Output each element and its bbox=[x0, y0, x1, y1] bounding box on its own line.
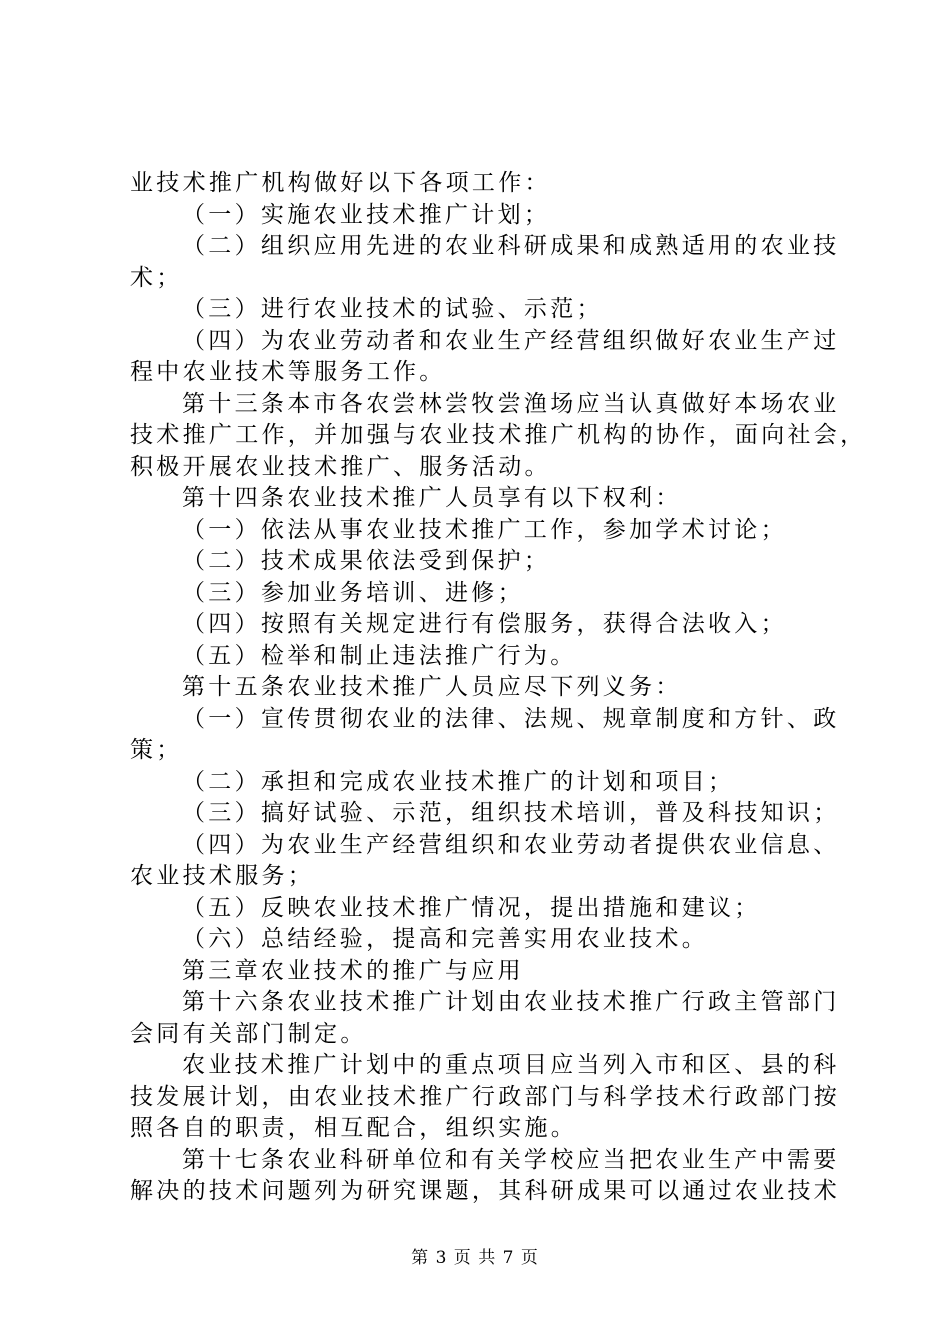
text-line: 技术推广工作，并加强与农业技术推广机构的协作，面向社会， bbox=[130, 422, 867, 448]
text-line: 第十七条农业科研单位和有关学校应当把农业生产中需要 bbox=[182, 1146, 840, 1173]
text-line: 积极开展农业技术推广、服务活动。 bbox=[130, 453, 551, 480]
text-line: （三）搞好试验、示范，组织技术培训，普及科技知识； bbox=[182, 800, 840, 826]
text-line: （六）总结经验，提高和完善实用农业技术。 bbox=[182, 926, 708, 952]
text-line: （二）承担和完成农业技术推广的计划和项目； bbox=[182, 768, 735, 795]
text-line: 照各自的职责，相互配合，组织实施。 bbox=[130, 1115, 578, 1141]
text-line: 解决的技术问题列为研究课题，其科研成果可以通过农业技术 bbox=[130, 1178, 841, 1204]
text-line: （一）宣传贯彻农业的法律、法规、规章制度和方针、政 bbox=[182, 705, 840, 732]
text-line: 农业技术服务； bbox=[130, 863, 315, 889]
text-line: 术； bbox=[130, 264, 183, 291]
text-line: （五）反映农业技术推广情况，提出措施和建议； bbox=[182, 894, 761, 921]
text-line: 第十三条本市各农尝林尝牧尝渔场应当认真做好本场农业 bbox=[182, 390, 840, 417]
text-line: 会同有关部门制定。 bbox=[130, 1020, 367, 1047]
text-line: 策； bbox=[130, 737, 183, 763]
text-line: 程中农业技术等服务工作。 bbox=[130, 359, 446, 385]
text-line: （一）实施农业技术推广计划； bbox=[182, 201, 551, 228]
text-line: 农业技术推广计划中的重点项目应当列入市和区、县的科 bbox=[182, 1052, 840, 1078]
text-line: （一）依法从事农业技术推广工作，参加学术讨论； bbox=[182, 516, 787, 543]
text-line: 第十六条农业技术推广计划由农业技术推广行政主管部门 bbox=[182, 989, 840, 1015]
text-line: （二）组织应用先进的农业科研成果和成熟适用的农业技 bbox=[182, 233, 840, 259]
text-line: 第十四条农业技术推广人员享有以下权利： bbox=[182, 485, 682, 511]
text-line: （三）参加业务培训、进修； bbox=[182, 579, 524, 606]
text-line: （四）按照有关规定进行有偿服务，获得合法收入； bbox=[182, 611, 787, 637]
text-line: （三）进行农业技术的试验、示范； bbox=[182, 296, 603, 322]
text-line: （五）检举和制止违法推广行为。 bbox=[182, 642, 577, 669]
text-line: 业技术推广机构做好以下各项工作： bbox=[130, 170, 551, 196]
text-line: 第十五条农业技术推广人员应尽下列义务： bbox=[182, 674, 682, 700]
text-line: 技发展计划，由农业技术推广行政部门与科学技术行政部门按 bbox=[130, 1083, 841, 1110]
text-line: （二）技术成果依法受到保护； bbox=[182, 548, 551, 574]
page-footer: 第 3 页 共 7 页 bbox=[411, 1248, 539, 1268]
text-line: （四）为农业劳动者和农业生产经营组织做好农业生产过 bbox=[182, 327, 840, 354]
document-body bbox=[130, 168, 867, 1208]
text-line: （四）为农业生产经营组织和农业劳动者提供农业信息、 bbox=[182, 831, 840, 858]
text-line: 第三章农业技术的推广与应用 bbox=[182, 957, 524, 984]
